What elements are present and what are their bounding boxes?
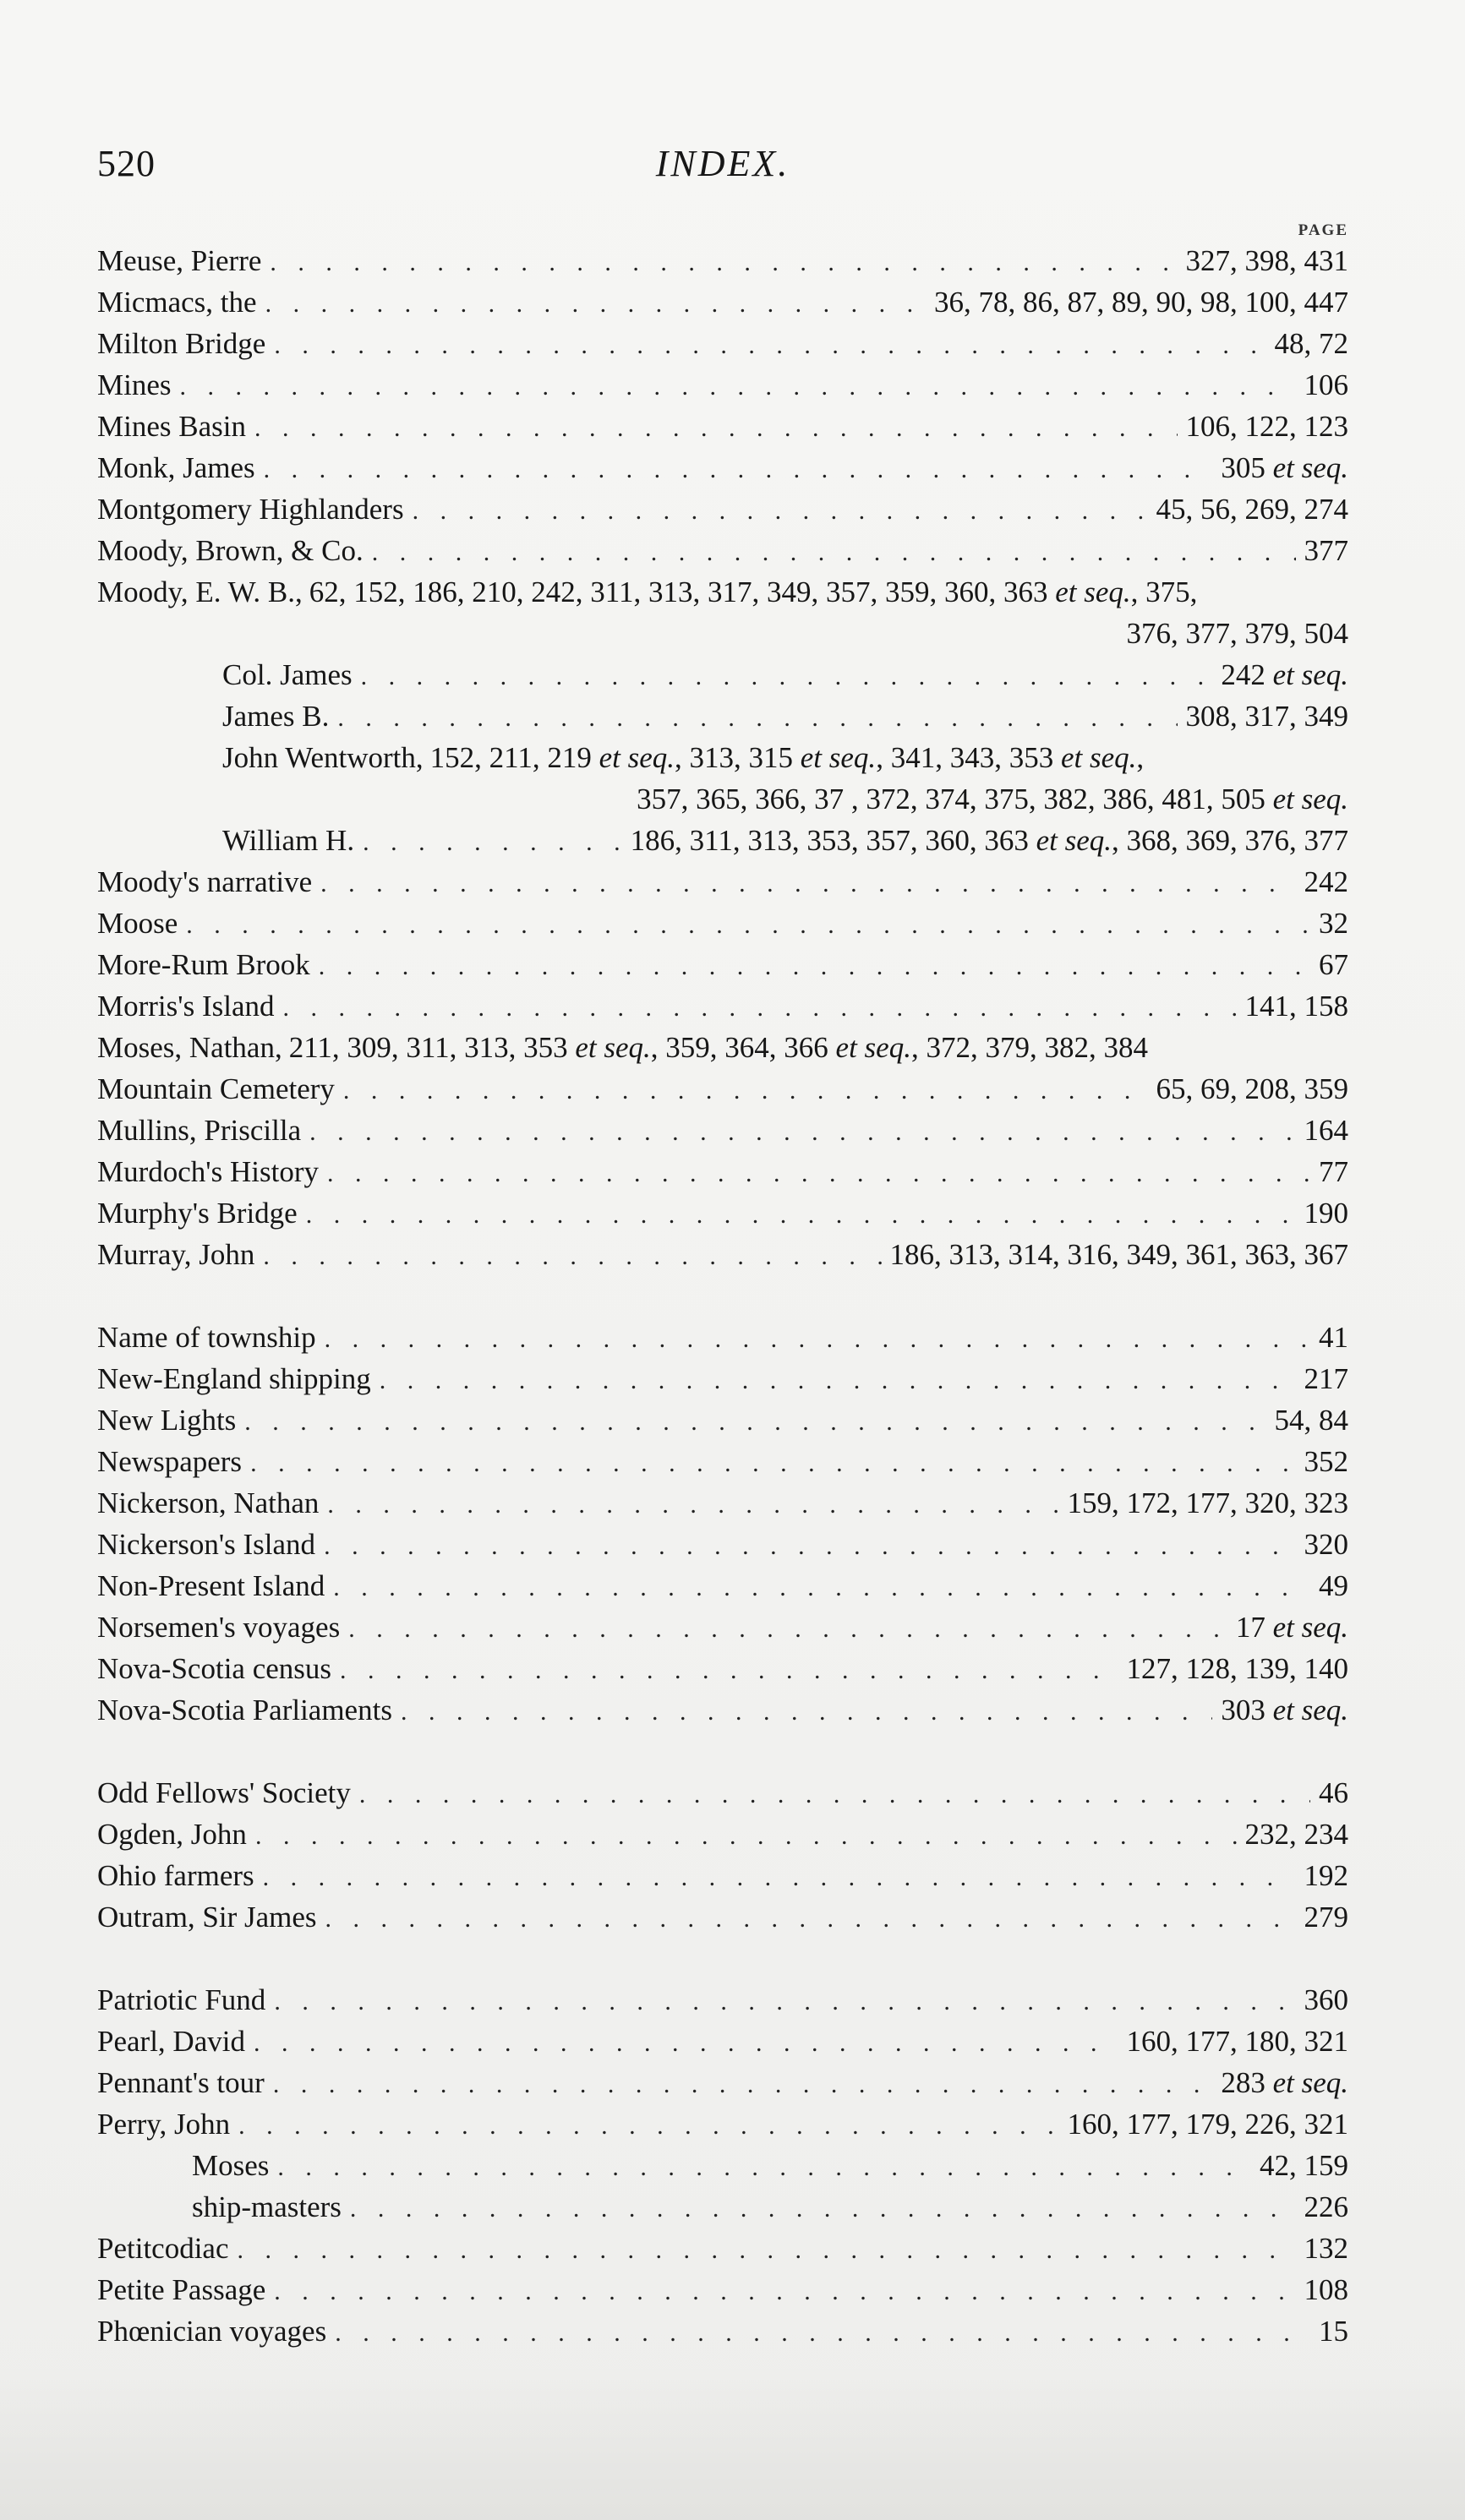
entry-pages: 186, 313, 314, 316, 349, 361, 363, 367: [889, 1238, 1348, 1271]
index-entry: [97, 1524, 1348, 1565]
index-entry: [97, 903, 1348, 944]
entry-pages: 141, 158: [1244, 990, 1348, 1023]
dot-leader: [264, 449, 1213, 488]
index-entry: [97, 1565, 1348, 1606]
index-subentry: [97, 2145, 1348, 2186]
index-entry: [97, 985, 1348, 1027]
dot-leader: [359, 1774, 1310, 1814]
index-entry: [97, 2021, 1348, 2062]
entry-term: Norsemen's voyages: [97, 1611, 341, 1644]
dot-leader: [325, 1898, 1296, 1938]
index-entry: [97, 447, 1348, 488]
index-entry: [97, 406, 1348, 447]
dot-leader: [324, 1525, 1295, 1565]
index-entry: [97, 2228, 1348, 2269]
dot-leader: [348, 1608, 1227, 1648]
index-entry: [97, 1814, 1348, 1855]
entry-pages: 217: [1304, 1362, 1348, 1395]
dot-leader: [254, 407, 1178, 447]
entry-term: Micmacs, the: [97, 286, 257, 319]
entry-pages: 36, 78, 86, 87, 89, 90, 98, 100, 447: [934, 286, 1348, 319]
entry-pages: 160, 177, 179, 226, 321: [1067, 2108, 1348, 2141]
index-entry: [97, 1606, 1348, 1648]
index-entry: [97, 1896, 1348, 1938]
entry-pages: 108: [1304, 2273, 1348, 2306]
dot-leader: [255, 1815, 1237, 1855]
entry-term: Name of township: [97, 1321, 316, 1354]
entry-pages: 41: [1319, 1321, 1348, 1354]
index-entry: [97, 1358, 1348, 1399]
entry-pages: 327, 398, 431: [1185, 244, 1348, 277]
index-entry: [97, 1110, 1348, 1151]
entry-pages: 357, 365, 366, 37 , 372, 374, 375, 382, 386, 481, 505 et seq.: [637, 783, 1348, 815]
entry-term: Pennant's tour: [97, 2066, 265, 2099]
dot-leader: [274, 2271, 1295, 2310]
entry-pages: 320: [1304, 1528, 1348, 1561]
entry-pages: 15: [1319, 2315, 1348, 2348]
entry-pages: 190: [1304, 1197, 1348, 1230]
entry-pages: 232, 234: [1244, 1818, 1348, 1851]
dot-leader: [337, 697, 1177, 737]
entry-pages: 106, 122, 123: [1185, 410, 1348, 443]
dot-leader: [277, 2146, 1251, 2186]
entry-term: Milton Bridge: [97, 327, 266, 360]
entry-term: New Lights: [97, 1404, 237, 1437]
entry-pages: 360: [1304, 1983, 1348, 2016]
dot-leader: [274, 325, 1265, 364]
index-entry: [97, 1234, 1348, 1275]
entry-pages: 32: [1319, 907, 1348, 940]
entry-pages: 279: [1304, 1901, 1348, 1934]
entry-pages: 159, 172, 177, 320, 323: [1067, 1486, 1348, 1519]
entry-pages: 132: [1304, 2232, 1348, 2265]
dot-leader: [180, 366, 1296, 406]
index-entry: [97, 2103, 1348, 2145]
dot-leader: [250, 1443, 1295, 1482]
index-entry: [97, 1317, 1348, 1358]
running-title: INDEX.: [655, 143, 790, 184]
index-entry: [97, 861, 1348, 903]
index-subentry: [97, 820, 1348, 861]
entry-pages: 186, 311, 313, 353, 357, 360, 363 et seq., 368, 369, 376, 377: [630, 824, 1348, 857]
index-entry: [97, 240, 1348, 281]
entry-pages: 45, 56, 269, 274: [1156, 493, 1348, 526]
dot-leader: [186, 904, 1310, 944]
index-subentry: [97, 654, 1348, 695]
entry-pages: 152, 211, 219 et seq., 313, 315 et seq., 341, 343, 353 et seq.,: [429, 741, 1145, 774]
index-entry: [97, 1648, 1348, 1689]
entry-term: ship-masters: [192, 2190, 342, 2223]
entry-term: Nickerson, Nathan: [97, 1486, 320, 1519]
entry-term: Petite Passage: [97, 2273, 266, 2306]
index-entry: [97, 1399, 1348, 1441]
dot-leader: [254, 2022, 1118, 2062]
dot-leader: [380, 1360, 1296, 1399]
dot-leader: [343, 1070, 1148, 1110]
dot-leader: [361, 656, 1213, 695]
entry-pages: 48, 72: [1274, 327, 1348, 360]
entry-term: Murdoch's History: [97, 1155, 319, 1188]
entry-term: Outram, Sir James: [97, 1901, 317, 1934]
entry-pages: 305 et seq.: [1221, 451, 1348, 484]
entry-term: Non-Present Island: [97, 1569, 325, 1602]
page-header: [97, 142, 1348, 193]
entry-pages: 352: [1304, 1445, 1348, 1478]
index-entry: [97, 488, 1348, 530]
entry-pages: 67: [1319, 948, 1348, 981]
dot-leader: [320, 863, 1295, 903]
index-entry-continuation: [97, 778, 1348, 820]
entry-pages: 242 et seq.: [1221, 658, 1348, 691]
dot-leader: [350, 2188, 1296, 2228]
dot-leader: [363, 821, 622, 861]
dot-leader: [335, 2312, 1310, 2352]
entry-pages: 77: [1319, 1155, 1348, 1188]
entry-pages: 42, 159: [1260, 2149, 1348, 2182]
entry-term: New-England shipping: [97, 1362, 371, 1395]
index-entry: [97, 1151, 1348, 1192]
dot-leader: [238, 2229, 1296, 2269]
dot-leader: [413, 490, 1148, 530]
entry-term: John Wentworth,: [222, 741, 424, 774]
entry-term: Col. James: [222, 658, 353, 691]
entry-term: Phœnician voyages: [97, 2315, 327, 2348]
dot-leader: [333, 1567, 1310, 1606]
index-entry: [97, 530, 1348, 571]
entry-term: Newspapers: [97, 1445, 243, 1478]
dot-leader: [401, 1691, 1212, 1731]
index-entry: [97, 1482, 1348, 1524]
index-entry: [97, 2269, 1348, 2310]
entry-pages: 17 et seq.: [1235, 1611, 1348, 1644]
index-entry: [97, 1441, 1348, 1482]
entry-term: Murray, John: [97, 1238, 255, 1271]
index-entry: [97, 1027, 1348, 1068]
section-gap: [97, 1275, 1348, 1317]
entry-pages: 164: [1304, 1114, 1348, 1147]
dot-leader: [309, 1111, 1295, 1151]
entry-term: Odd Fellows' Society: [97, 1776, 351, 1809]
index-subentry: [97, 737, 1348, 778]
index-entry: [97, 1689, 1348, 1731]
entry-term: Murphy's Bridge: [97, 1197, 298, 1230]
dot-leader: [340, 1650, 1118, 1689]
entry-term: Moses, Nathan,: [97, 1031, 282, 1064]
entry-term: Moose: [97, 907, 178, 940]
index-subentry: [97, 2186, 1348, 2228]
index-entry: [97, 1855, 1348, 1896]
entry-pages: 211, 309, 311, 313, 353 et seq., 359, 364, 366 et seq., 372, 379, 382, 384: [288, 1031, 1148, 1064]
entry-term: Meuse, Pierre: [97, 244, 262, 277]
entry-pages: 46: [1319, 1776, 1348, 1809]
entry-term: Monk, James: [97, 451, 255, 484]
dot-leader: [263, 1857, 1296, 1896]
entry-term: Moody, E. W. B.,: [97, 575, 303, 608]
dot-leader: [327, 1153, 1310, 1192]
entry-term: William H.: [222, 824, 355, 857]
dot-leader: [319, 946, 1310, 985]
entry-pages: 127, 128, 139, 140: [1126, 1652, 1348, 1685]
index-entry: [97, 1192, 1348, 1234]
dot-leader: [270, 242, 1177, 281]
entry-term: Moses: [192, 2149, 270, 2182]
entry-pages: 376, 377, 379, 504: [1126, 617, 1348, 650]
entry-pages: 377: [1304, 534, 1348, 567]
dot-leader: [283, 987, 1237, 1027]
entry-term: Mines Basin: [97, 410, 246, 443]
dot-leader: [238, 2105, 1058, 2145]
entry-term: Mountain Cemetery: [97, 1072, 335, 1105]
section-gap: [97, 1938, 1348, 1979]
entry-pages: 160, 177, 180, 321: [1126, 2025, 1348, 2058]
page-edge-shading: [0, 2366, 1465, 2520]
index-entry: [97, 364, 1348, 406]
dot-leader: [372, 532, 1296, 571]
entry-term: More-Rum Brook: [97, 948, 310, 981]
section-gap: [97, 1731, 1348, 1772]
dot-leader: [263, 1235, 881, 1275]
entry-term: Moody's narrative: [97, 865, 313, 898]
entry-pages: 283 et seq.: [1221, 2066, 1348, 2099]
page-number: 520: [97, 143, 156, 184]
entry-term: Morris's Island: [97, 990, 275, 1023]
entry-pages: 226: [1304, 2190, 1348, 2223]
entry-pages: 308, 317, 349: [1185, 700, 1348, 733]
entry-term: Mullins, Priscilla: [97, 1114, 302, 1147]
index-subentry: [97, 695, 1348, 737]
index-entry: [97, 281, 1348, 323]
entry-term: Montgomery Highlanders: [97, 493, 404, 526]
entry-pages: 106: [1304, 368, 1348, 401]
entry-term: Pearl, David: [97, 2025, 245, 2058]
entry-term: Ohio farmers: [97, 1859, 254, 1892]
entry-pages: 54, 84: [1274, 1404, 1348, 1437]
index-entries: [97, 240, 1348, 2352]
dot-leader: [327, 1484, 1058, 1524]
entry-term: Patriotic Fund: [97, 1983, 266, 2016]
dot-leader: [244, 1401, 1265, 1441]
index-entry: [97, 944, 1348, 985]
index-entry: [97, 571, 1348, 613]
entry-term: James B.: [222, 700, 330, 733]
entry-pages: 62, 152, 186, 210, 242, 311, 313, 317, 349, 357, 359, 360, 363 et seq., 375,: [309, 575, 1198, 608]
entry-term: Nickerson's Island: [97, 1528, 316, 1561]
dot-leader: [273, 2064, 1213, 2103]
dot-leader: [265, 283, 926, 323]
entry-term: Ogden, John: [97, 1818, 247, 1851]
dot-leader: [274, 1981, 1295, 2021]
entry-pages: 242: [1304, 865, 1348, 898]
entry-term: Petitcodiac: [97, 2232, 229, 2265]
entry-term: Nova-Scotia census: [97, 1652, 332, 1685]
entry-term: Nova-Scotia Parliaments: [97, 1694, 392, 1726]
entry-pages: 49: [1319, 1569, 1348, 1602]
index-entry: [97, 1068, 1348, 1110]
index-entry: [97, 1979, 1348, 2021]
dot-leader: [306, 1194, 1296, 1234]
entry-pages: 192: [1304, 1859, 1348, 1892]
entry-term: Perry, John: [97, 2108, 231, 2141]
index-entry: [97, 2310, 1348, 2352]
entry-term: Mines: [97, 368, 172, 401]
entry-pages: 65, 69, 208, 359: [1156, 1072, 1348, 1105]
index-entry: [97, 1772, 1348, 1814]
index-entry: [97, 2062, 1348, 2103]
index-entry: [97, 323, 1348, 364]
entry-term: Moody, Brown, & Co.: [97, 534, 364, 567]
entry-pages: 303 et seq.: [1221, 1694, 1348, 1726]
page-column-label: PAGE: [1298, 221, 1348, 239]
index-entry-continuation: [97, 613, 1348, 654]
dot-leader: [325, 1318, 1310, 1358]
